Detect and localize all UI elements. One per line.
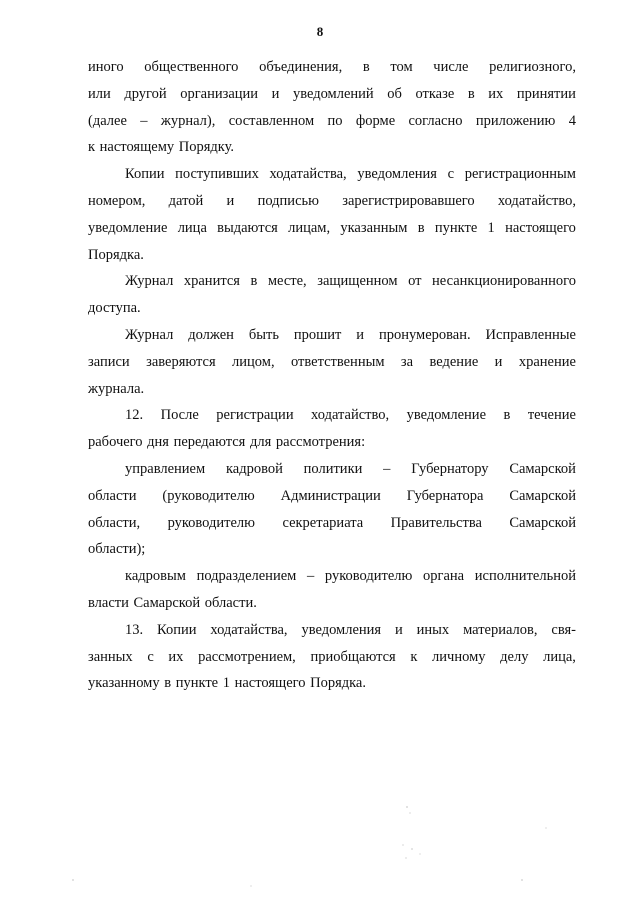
paragraph <box>88 456 576 563</box>
text-line: власти Самарской области. <box>88 594 257 611</box>
text-line: иного общественного объединения, в том числе религиозного, <box>88 59 576 75</box>
text-line: журнала. <box>88 380 145 397</box>
text-line: Журнал должен быть прошит и пронумерован. Исправленные <box>125 326 576 343</box>
text-line: занных с их рассмотрением, приобщаются к личному делу лица, <box>88 648 576 665</box>
text-line: Копии поступивших ходатайства, уведомления с регистрационным <box>125 166 576 183</box>
text-line: области); <box>88 541 146 558</box>
paragraph <box>88 402 576 456</box>
text-line: области (руководителю Администрации Губернатора Самарской <box>88 487 576 504</box>
text-line: доступа. <box>88 300 141 317</box>
text-line: к настоящему Порядку. <box>88 139 235 156</box>
paragraph <box>88 54 576 161</box>
paragraph <box>88 563 576 617</box>
text-line: Журнал хранится в месте, защищенном от несанкционированного <box>125 273 576 290</box>
paragraph <box>88 322 576 402</box>
text-line: уведомление лица выдаются лицам, указанным в пункте 1 настоящего <box>88 219 576 236</box>
page-number: 8 <box>316 24 324 39</box>
paragraph <box>88 161 576 268</box>
text-line: кадровым подразделением – руководителю органа исполнительной <box>125 568 576 585</box>
text-line: записи заверяются лицом, ответственным за ведение и хранение <box>88 353 576 370</box>
text-line: номером, датой и подписью зарегистрировавшего ходатайство, <box>88 192 576 209</box>
document-body <box>88 54 576 697</box>
text-line: 12. После регистрации ходатайство, уведомление в течение <box>125 407 576 424</box>
text-line: управлением кадровой политики – Губернатору Самарской <box>125 460 576 477</box>
text-line: указанному в пункте 1 настоящего Порядка. <box>88 675 366 692</box>
text-line: Порядка. <box>88 246 144 263</box>
paragraph <box>88 268 576 322</box>
paragraph <box>88 617 576 697</box>
text-line: рабочего дня передаются для рассмотрения: <box>88 434 366 451</box>
text-line: 13. Копии ходатайства, уведомления и иных материалов, свя- <box>125 621 576 638</box>
text-line: (далее – журнал), составленном по форме согласно приложению 4 <box>88 112 576 129</box>
text-line: или другой организации и уведомлений об отказе в их принятии <box>88 85 576 102</box>
text-line: области, руководителю секретариата Правительства Самарской <box>88 514 576 531</box>
